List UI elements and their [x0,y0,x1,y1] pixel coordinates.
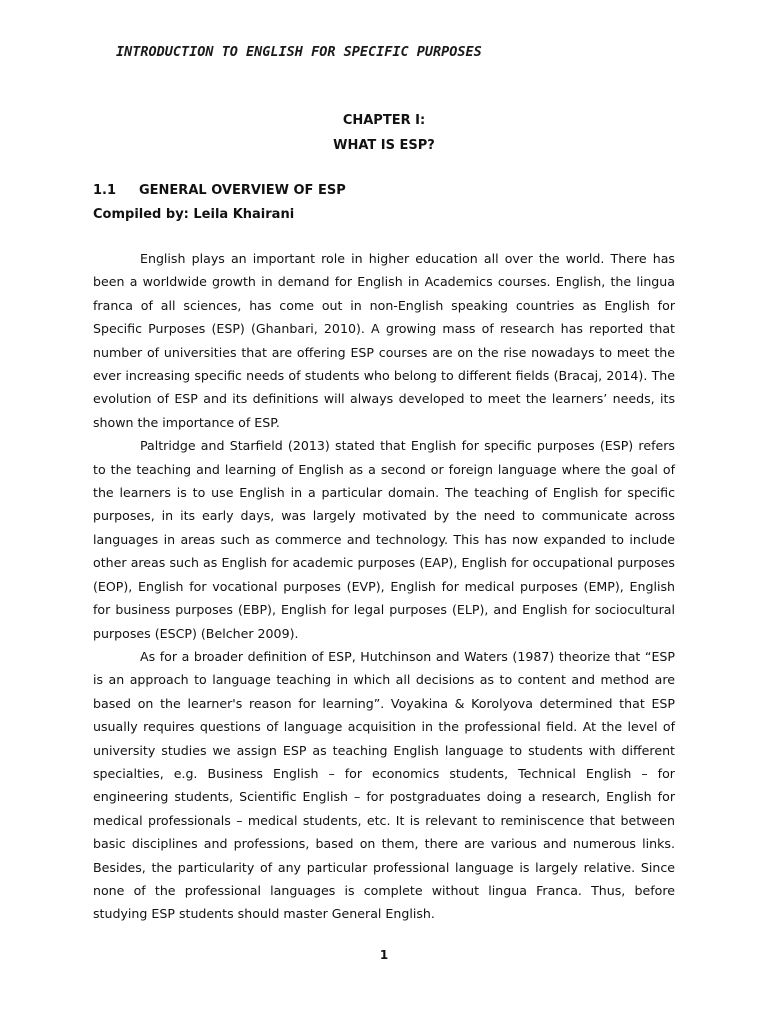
page-number: 1 [379,948,389,962]
section-heading [93,178,346,203]
running-header: INTRODUCTION TO ENGLISH FOR SPECIFIC PURPOSES [116,44,482,60]
chapter-title: WHAT IS ESP? [333,138,435,153]
body-text [93,247,675,926]
chapter-heading [0,108,768,158]
paragraph: Paltridge and Starfield (2013) stated that English for specific purposes (ESP) refers to the teaching and learning of English as a second or foreign language where the goal of the learners is to use English in a particular domain. The teaching of English for specific purposes, in its early days, was largely motivated by the need to communicate across languages in areas such as commerce and technology. This has now expanded to include other areas such as English for academic purposes (EAP), English for occupational purposes (EOP), English for vocational purposes (EVP), English for medical purposes (EMP), English for business purposes (EBP), English for legal purposes (ELP), and English for sociocultural purposes (ESCP) (Belcher 2009). [93,438,675,641]
section-title: GENERAL OVERVIEW OF ESP [139,183,346,198]
section-number: 1.1 [93,183,117,198]
compiled-by-line: Compiled by: Leila Khairani [93,207,295,222]
paragraph: As for a broader definition of ESP, Hutchinson and Waters (1987) theorize that “ESP is an approach to language teaching in which all decisions as to content and method are based on the learner's reason for learning”. Voyakina & Korolyova determined that ESP usually requires questions of language acquisition in the professional field. At the level of university studies we assign ESP as teaching English language to students with different specialties, e.g. Business English – for economics students, Technical English – for engineering students, Scientific English – for postgraduates doing a research, English for medical professionals – medical students, etc. It is relevant to reminiscence that between basic disciplines and professions, based on them, there are various and numerous links. Besides, the particularity of any particular professional language is largely relative. Since none of the professional languages is complete without lingua Franca. Thus, before studying ESP students should master General English. [93,648,675,922]
paragraph: English plays an important role in higher education all over the world. There has been a worldwide growth in demand for English in Academics courses. English, the lingua franca of all sciences, has come out in non-English speaking countries as English for Specific Purposes (ESP) (Ghanbari, 2010). A growing mass of research has reported that number of universities that are offering ESP courses are on the rise nowadays to meet the ever increasing specific needs of students who belong to different fields (Bracaj, 2014). The evolution of ESP and its definitions will always developed to meet the learners’ needs, its shown the importance of ESP. [93,251,675,430]
chapter-label: CHAPTER I: [342,113,426,128]
